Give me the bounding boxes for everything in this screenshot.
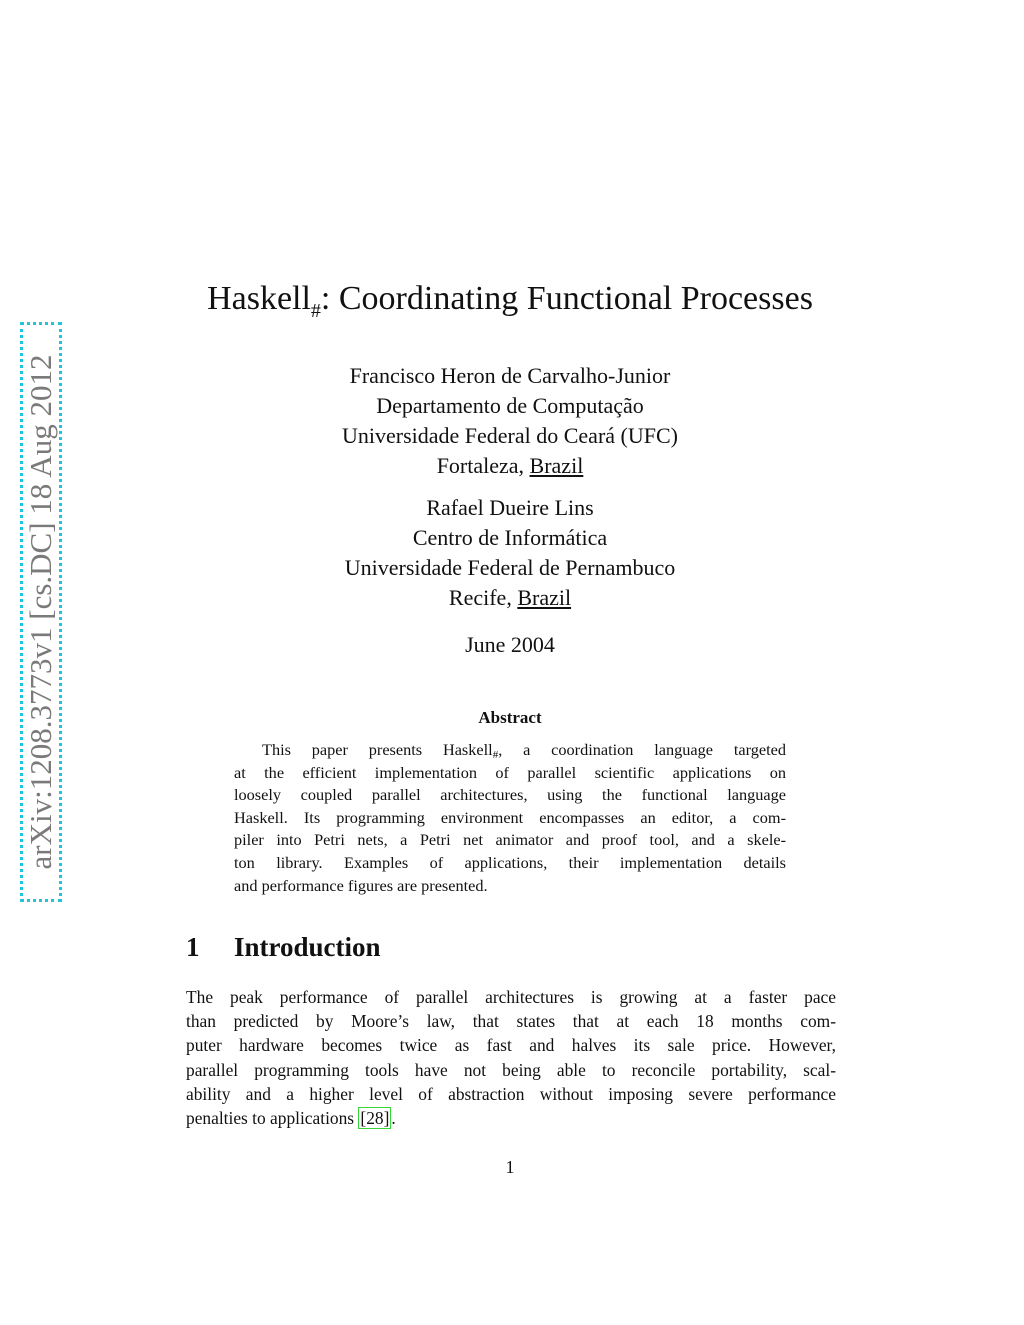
section-heading	[186, 932, 381, 963]
arxiv-identifier-stamp[interactable]	[20, 322, 62, 902]
title-main: Haskell	[207, 280, 311, 317]
section-number: 1	[186, 932, 200, 962]
intro-last-pre: penalties to applications	[186, 1108, 359, 1129]
intro-line	[186, 1106, 836, 1130]
abstract-line1-post: , a coordination language targeted	[498, 740, 786, 759]
intro-line: parallel programming tools have not being able to reconcile portability, scal-	[186, 1059, 836, 1080]
abstract-line: piler into Petri nets, a Petri net animator and proof tool, and a skele-	[234, 830, 786, 850]
author2-city: Recife,	[448, 585, 518, 610]
author1-university: Universidade Federal do Ceará (UFC)	[341, 423, 678, 448]
intro-line: ability and a higher level of abstraction without imposing severe performance	[186, 1083, 836, 1104]
intro-last-post: .	[391, 1108, 396, 1129]
abstract-line1-subscript: #	[492, 749, 499, 761]
author2-country-link[interactable]: Brazil	[517, 585, 572, 610]
page-number: 1	[505, 1157, 515, 1177]
citation-link[interactable]: [28]	[360, 1108, 390, 1129]
author2-block	[210, 493, 810, 613]
abstract-heading: Abstract	[478, 708, 542, 727]
introduction-paragraph	[186, 985, 836, 1130]
author2-department: Centro de Informática	[412, 525, 608, 550]
title-subscript: #	[310, 300, 321, 322]
title-rest: : Coordinating Functional Processes	[320, 280, 813, 317]
author1-location	[210, 451, 810, 481]
author2-name: Rafael Dueire Lins	[426, 495, 594, 520]
abstract-line: Haskell. Its programming environment encompasses an editor, a com-	[234, 807, 786, 827]
abstract-line	[234, 739, 786, 762]
intro-line: The peak performance of parallel architectures is growing at a faster pace	[186, 987, 836, 1007]
author1-name: Francisco Heron de Carvalho-Junior	[349, 363, 671, 388]
paper-title	[150, 280, 870, 323]
intro-line: puter hardware becomes twice as fast and halves its sale price. However,	[186, 1035, 836, 1056]
abstract-line: at the efficient implementation of parallel scientific applications on	[234, 762, 786, 782]
intro-line: than predicted by Moore’s law, that states that at each 18 months com-	[186, 1011, 836, 1032]
abstract-line1-pre: This paper presents Haskell	[262, 740, 493, 759]
paper-date: June 2004	[465, 632, 555, 657]
author2-location	[210, 583, 810, 613]
author1-city: Fortaleza,	[436, 453, 530, 478]
arxiv-identifier-text: arXiv:1208.3773v1 [cs.DC] 18 Aug 2012	[23, 354, 58, 870]
author2-university: Universidade Federal de Pernambuco	[344, 555, 676, 580]
date-block	[210, 630, 810, 660]
section-title: Introduction	[234, 932, 381, 962]
author1-country-link[interactable]: Brazil	[529, 453, 584, 478]
abstract-line: ton library. Examples of applications, their implementation details	[234, 852, 786, 872]
abstract-line: and performance figures are presented.	[234, 875, 488, 895]
author1-department: Departamento de Computação	[376, 393, 644, 418]
abstract-line: loosely coupled parallel architectures, using the functional language	[234, 785, 786, 805]
author1-block	[210, 361, 810, 481]
abstract-body	[234, 739, 786, 897]
